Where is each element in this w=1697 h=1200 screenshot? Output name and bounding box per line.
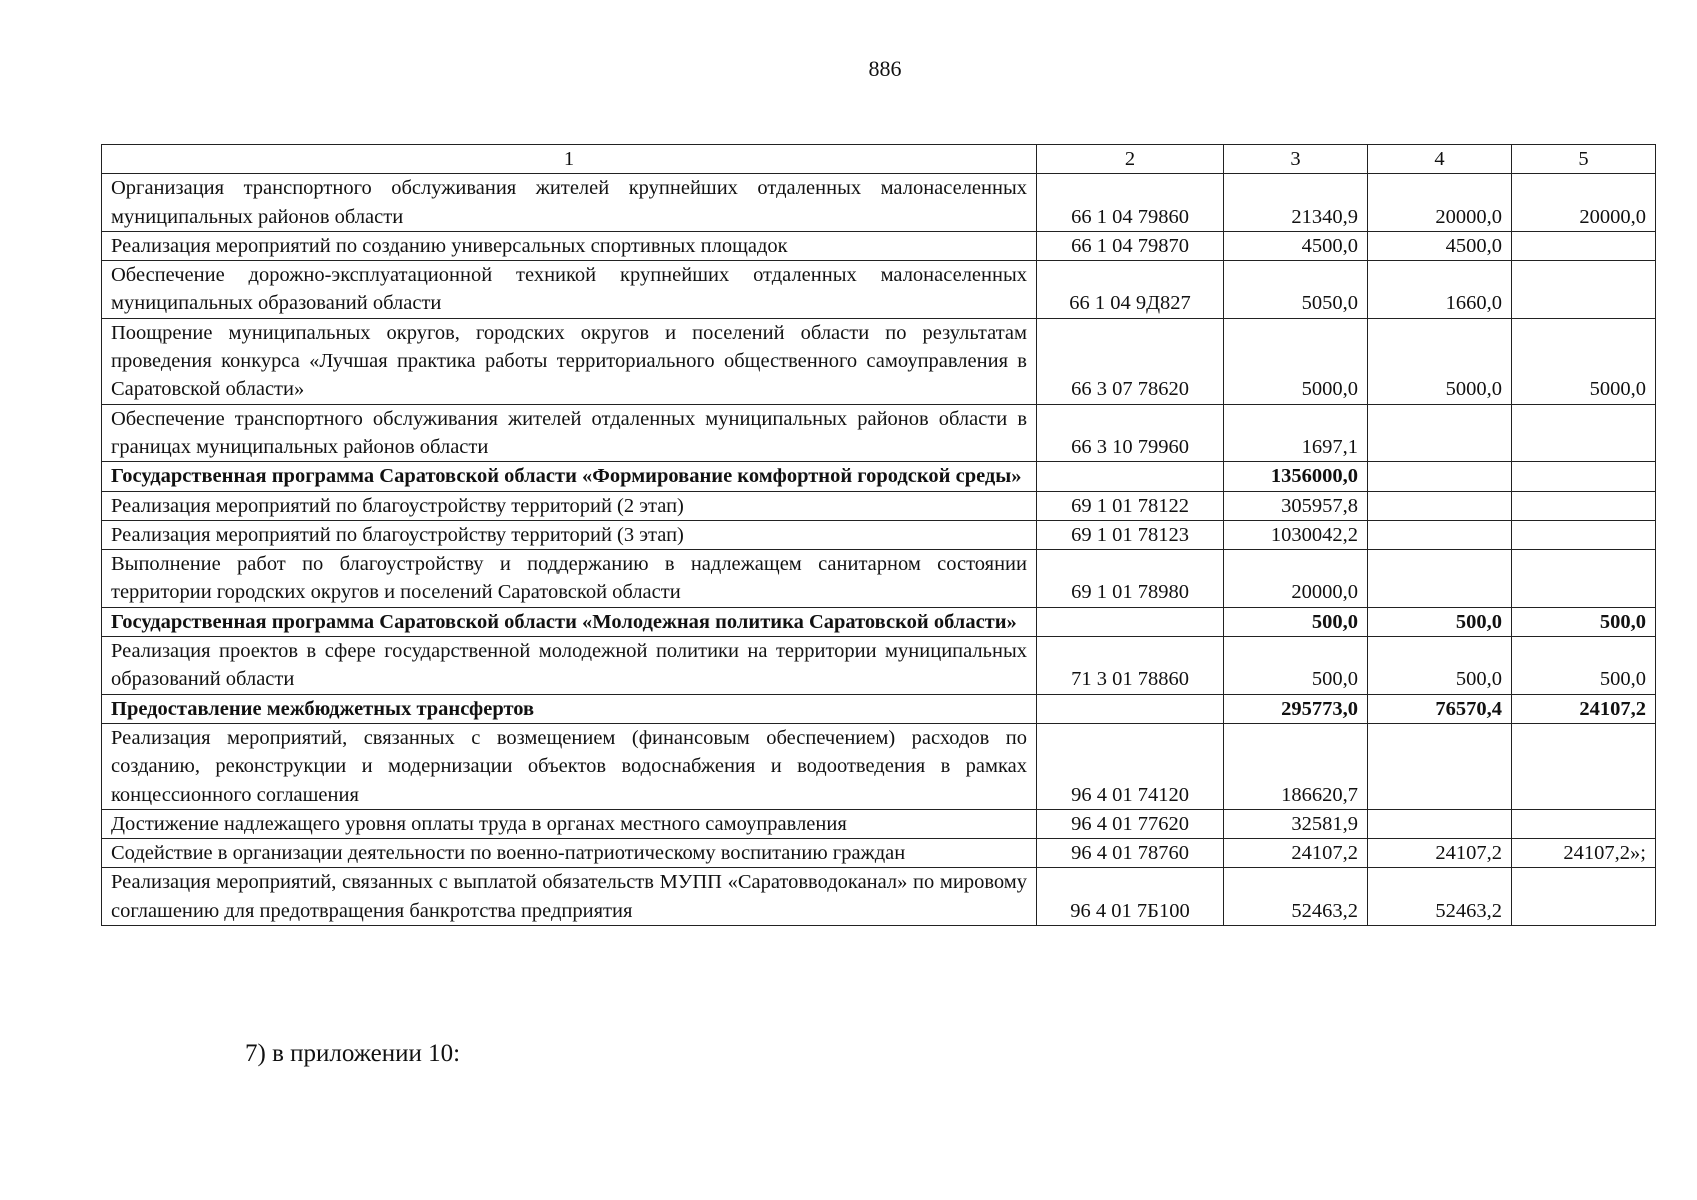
row-column-5-cell xyxy=(1512,462,1656,491)
table-row xyxy=(102,231,1656,260)
row-column-3-cell: 24107,2 xyxy=(1224,839,1368,868)
row-column-3-cell: 20000,0 xyxy=(1224,550,1368,608)
row-column-3-cell: 32581,9 xyxy=(1224,809,1368,838)
table-row xyxy=(102,607,1656,636)
row-column-3-cell: 1030042,2 xyxy=(1224,520,1368,549)
row-column-5-cell xyxy=(1512,404,1656,462)
table-body xyxy=(102,174,1656,926)
row-column-4-cell xyxy=(1368,550,1512,608)
row-column-5-cell: 24107,2»; xyxy=(1512,839,1656,868)
row-column-5-cell xyxy=(1512,261,1656,319)
row-column-5-cell: 5000,0 xyxy=(1512,318,1656,404)
row-code-cell: 66 3 07 78620 xyxy=(1037,318,1224,404)
row-name-cell: Обеспечение дорожно-эксплуатационной техникой крупнейших отдаленных малонаселенных муниципальных образований области xyxy=(102,261,1037,319)
column-header-2: 2 xyxy=(1037,145,1224,174)
row-code-cell: 66 1 04 79870 xyxy=(1037,231,1224,260)
row-column-3-cell: 1697,1 xyxy=(1224,404,1368,462)
row-column-5-cell xyxy=(1512,520,1656,549)
row-name-cell: Обеспечение транспортного обслуживания жителей отдаленных муниципальных районов области в границах муниципальных районов области xyxy=(102,404,1037,462)
row-code-cell: 96 4 01 7Б100 xyxy=(1037,868,1224,926)
row-name-cell: Реализация мероприятий, связанных с выплатой обязательств МУПП «Саратовводоканал» по мировому соглашению для предотвращения банкротства предприятия xyxy=(102,868,1037,926)
appendix-note: 7) в приложении 10: xyxy=(245,1040,461,1067)
page-number: 886 xyxy=(868,56,902,81)
row-column-3-cell: 4500,0 xyxy=(1224,231,1368,260)
table-row xyxy=(102,174,1656,232)
row-name-cell: Государственная программа Саратовской области «Формирование комфортной городской среды» xyxy=(102,462,1037,491)
row-name-cell: Реализация мероприятий по созданию универсальных спортивных площадок xyxy=(102,231,1037,260)
row-column-4-cell xyxy=(1368,809,1512,838)
row-column-5-cell xyxy=(1512,231,1656,260)
row-name-cell: Поощрение муниципальных округов, городских округов и поселений области по результатам проведения конкурса «Лучшая практика работы территориального общественного самоуправления в Саратовской области» xyxy=(102,318,1037,404)
row-column-4-cell xyxy=(1368,723,1512,809)
row-name-cell: Достижение надлежащего уровня оплаты труда в органах местного самоуправления xyxy=(102,809,1037,838)
row-column-5-cell xyxy=(1512,723,1656,809)
row-column-4-cell xyxy=(1368,404,1512,462)
row-code-cell: 69 1 01 78123 xyxy=(1037,520,1224,549)
column-header-4: 4 xyxy=(1368,145,1512,174)
row-column-4-cell: 500,0 xyxy=(1368,607,1512,636)
row-column-4-cell: 1660,0 xyxy=(1368,261,1512,319)
row-column-5-cell: 500,0 xyxy=(1512,637,1656,695)
table-row xyxy=(102,318,1656,404)
row-column-5-cell xyxy=(1512,491,1656,520)
row-code-cell: 66 1 04 79860 xyxy=(1037,174,1224,232)
row-column-3-cell: 500,0 xyxy=(1224,607,1368,636)
row-column-4-cell: 20000,0 xyxy=(1368,174,1512,232)
row-name-cell: Содействие в организации деятельности по военно-патриотическому воспитанию граждан xyxy=(102,839,1037,868)
row-column-4-cell: 5000,0 xyxy=(1368,318,1512,404)
row-column-3-cell: 295773,0 xyxy=(1224,694,1368,723)
row-name-cell: Реализация мероприятий, связанных с возмещением (финансовым обеспечением) расходов по созданию, реконструкции и модернизации объектов водоснабжения и водоотведения в рамках концессионного соглашения xyxy=(102,723,1037,809)
row-column-3-cell: 500,0 xyxy=(1224,637,1368,695)
column-header-5: 5 xyxy=(1512,145,1656,174)
row-column-3-cell: 5050,0 xyxy=(1224,261,1368,319)
row-code-cell: 69 1 01 78980 xyxy=(1037,550,1224,608)
row-code-cell xyxy=(1037,694,1224,723)
table-row xyxy=(102,839,1656,868)
row-code-cell: 66 3 10 79960 xyxy=(1037,404,1224,462)
row-column-5-cell xyxy=(1512,868,1656,926)
row-column-3-cell: 305957,8 xyxy=(1224,491,1368,520)
row-code-cell: 96 4 01 77620 xyxy=(1037,809,1224,838)
table-row xyxy=(102,550,1656,608)
row-column-5-cell xyxy=(1512,550,1656,608)
row-column-3-cell: 1356000,0 xyxy=(1224,462,1368,491)
row-column-4-cell xyxy=(1368,520,1512,549)
row-column-5-cell: 20000,0 xyxy=(1512,174,1656,232)
table-row xyxy=(102,868,1656,926)
row-column-4-cell xyxy=(1368,462,1512,491)
row-column-4-cell xyxy=(1368,491,1512,520)
row-name-cell: Реализация мероприятий по благоустройству территорий (2 этап) xyxy=(102,491,1037,520)
row-code-cell xyxy=(1037,462,1224,491)
row-code-cell: 69 1 01 78122 xyxy=(1037,491,1224,520)
column-header-1: 1 xyxy=(102,145,1037,174)
row-code-cell: 96 4 01 78760 xyxy=(1037,839,1224,868)
row-column-4-cell: 4500,0 xyxy=(1368,231,1512,260)
table-row xyxy=(102,404,1656,462)
table-row xyxy=(102,491,1656,520)
row-column-3-cell: 52463,2 xyxy=(1224,868,1368,926)
row-code-cell: 96 4 01 74120 xyxy=(1037,723,1224,809)
table-row xyxy=(102,637,1656,695)
row-column-3-cell: 186620,7 xyxy=(1224,723,1368,809)
row-name-cell: Выполнение работ по благоустройству и поддержанию в надлежащем санитарном состоянии территории городских округов и поселений Саратовской области xyxy=(102,550,1037,608)
row-name-cell: Предоставление межбюджетных трансфертов xyxy=(102,694,1037,723)
row-column-5-cell: 24107,2 xyxy=(1512,694,1656,723)
table-row xyxy=(102,723,1656,809)
row-name-cell: Организация транспортного обслуживания жителей крупнейших отдаленных малонаселенных муниципальных районов области xyxy=(102,174,1037,232)
budget-table xyxy=(101,144,1656,926)
row-code-cell: 71 3 01 78860 xyxy=(1037,637,1224,695)
row-column-5-cell: 500,0 xyxy=(1512,607,1656,636)
row-column-3-cell: 21340,9 xyxy=(1224,174,1368,232)
row-column-4-cell: 500,0 xyxy=(1368,637,1512,695)
table-row xyxy=(102,694,1656,723)
row-column-5-cell xyxy=(1512,809,1656,838)
row-code-cell: 66 1 04 9Д827 xyxy=(1037,261,1224,319)
row-column-3-cell: 5000,0 xyxy=(1224,318,1368,404)
row-column-4-cell: 52463,2 xyxy=(1368,868,1512,926)
row-name-cell: Реализация проектов в сфере государственной молодежной политики на территории муниципальных образований области xyxy=(102,637,1037,695)
column-header-3: 3 xyxy=(1224,145,1368,174)
table-row xyxy=(102,462,1656,491)
table-row xyxy=(102,809,1656,838)
row-column-4-cell: 24107,2 xyxy=(1368,839,1512,868)
row-name-cell: Реализация мероприятий по благоустройству территорий (3 этап) xyxy=(102,520,1037,549)
table-header-row xyxy=(102,145,1656,174)
row-column-4-cell: 76570,4 xyxy=(1368,694,1512,723)
table-row xyxy=(102,261,1656,319)
table-row xyxy=(102,520,1656,549)
row-name-cell: Государственная программа Саратовской области «Молодежная политика Саратовской области» xyxy=(102,607,1037,636)
row-code-cell xyxy=(1037,607,1224,636)
